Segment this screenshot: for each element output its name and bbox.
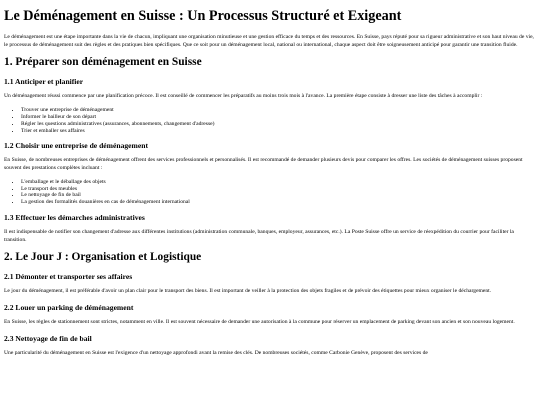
paragraph-parking: En Suisse, les règles de stationnement sont strictes, notamment en ville. Il est souvent nécessaire de demander une autorisation à la commune pour réserver un emplacement de parking devant son ancien et son nouveau logement.	[4, 319, 515, 325]
paragraph-choisir: En Suisse, de nombreuses entreprises de déménagement offrent des services professionnels et personnalisés. Il est recommandé de demander plusieurs devis pour comparer les offres. Les sociétés de déménagement suisses proposent souvent des prestations complètes incluant :	[4, 157, 523, 171]
subsection-heading-parking: 2.2 Louer un parking de déménagement	[4, 303, 134, 312]
intro-paragraph: Le déménagement est une étape importante dans la vie de chacun, impliquant une organisation minutieuse et une gestion efficace du temps et des ressources. En Suisse, pays réputé pour sa rigueur administrative et son haut niveau de vie, le processus de déménagement suit des règles et des pratiques bien spécifiques. Que ce soit pour un déménagement local, national ou international, chaque aspect doit être soigneusement anticipé pour garantir une transition fluide.	[4, 34, 534, 48]
list-item: • L'emballage et le déballage des objets	[21, 179, 536, 186]
subsection-heading-choisir: 1.2 Choisir une entreprise de déménagement	[4, 141, 148, 151]
list-item: • La gestion des formalités douanières en cas de déménagement international	[21, 199, 536, 206]
section-heading-jour-j: 2. Le Jour J : Organisation et Logistique	[4, 251, 202, 264]
subsection-heading-demarches: 1.3 Effectuer les démarches administratives	[4, 213, 145, 223]
section-heading-preparer: 1. Préparer son déménagement en Suisse	[4, 56, 202, 69]
list-item: • Informer le bailleur de son départ	[21, 114, 536, 121]
paragraph-anticiper: Un déménagement réussi commence par une planification précoce. Il est conseillé de commencer les préparatifs au moins trois mois à l'avance. La première étape consiste à dresser une liste des tâches à accomplir :	[4, 93, 483, 100]
paragraph-demarches: Il est indispensable de notifier son changement d'adresse aux différentes institutions (administration communale, banques, employeur, assurances, etc.). La Poste Suisse offre un service de réexpédition du courrier pour faciliter la transition.	[4, 229, 514, 243]
list-item: • Le nettoyage de fin de bail	[21, 192, 536, 199]
list-item: • Trier et emballer ses affaires	[21, 128, 536, 135]
list-item: • Régler les questions administratives (assurances, abonnements, changement d'adresse)	[21, 121, 536, 128]
list-item: • Le transport des meubles	[21, 186, 536, 193]
services-list	[4, 179, 536, 207]
task-list	[4, 107, 536, 135]
paragraph-nettoyage: Une particularité du déménagement en Suisse est l'exigence d'un nettoyage approfondi avant la remise des clés. De nombreuses sociétés, comme Carbonie Genève, proposent des services de	[4, 349, 428, 356]
subsection-heading-anticiper: 1.1 Anticiper et planifier	[4, 77, 84, 87]
paragraph-demonter: Le jour du déménagement, il est préférable d'avoir un plan clair pour le transport des biens. Il est important de veiller à la protection des objets fragiles et de prévoir des étiquettes pour mieux organiser le déchargement.	[4, 288, 492, 295]
subsection-heading-nettoyage: 2.3 Nettoyage de fin de bail	[4, 333, 92, 343]
list-item: • Trouver une entreprise de déménagement	[21, 107, 536, 114]
page-title: Le Déménagement en Suisse : Un Processus Structuré et Exigeant	[4, 8, 402, 24]
subsection-heading-demonter: 2.1 Démonter et transporter ses affaires	[4, 272, 133, 282]
